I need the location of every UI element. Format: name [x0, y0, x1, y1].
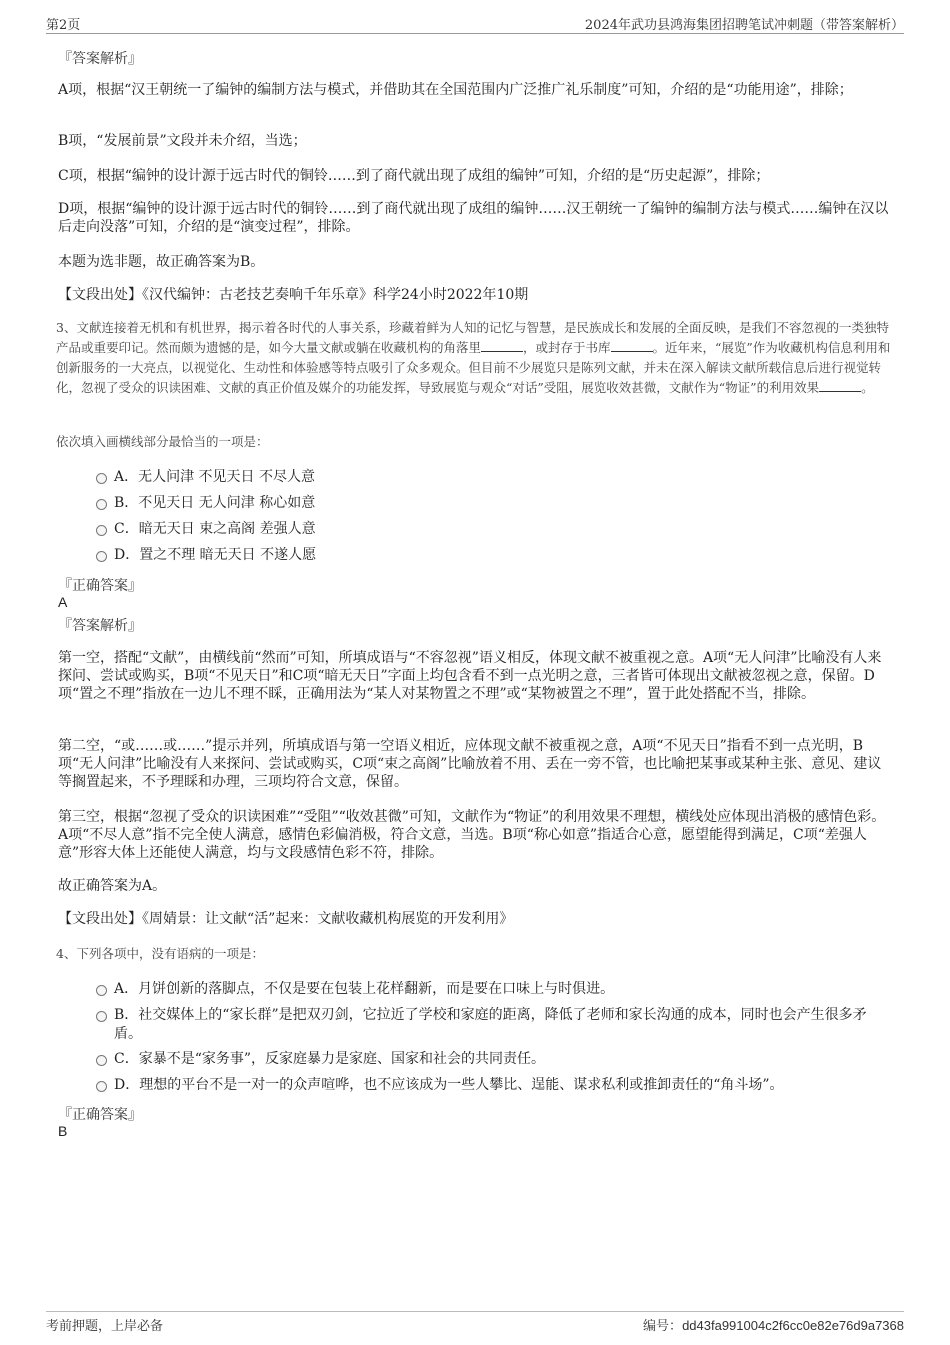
document-title: 2024年武功县鸿海集团招聘笔试冲刺题（带答案解析）	[584, 18, 904, 33]
q4-option-d[interactable]: D．理想的平台不是一对一的众声喧哗，也不应该成为一些人攀比、逞能、谋求私利或推卸责任的“角斗场”。	[96, 1076, 891, 1095]
correct-answer: B	[58, 1123, 68, 1139]
q4-option-b[interactable]: B．社交媒体上的“家长群”是把双刃剑，它拉近了学校和家庭的距离，降低了老师和家长沟通的成本，同时也会产生很多矛盾。	[96, 1006, 891, 1044]
conclusion: 本题为选非题，故正确答案为B。	[58, 254, 265, 270]
page-footer	[46, 1311, 904, 1333]
page-header	[46, 12, 904, 34]
radio-icon[interactable]	[96, 499, 107, 510]
fill-blank-2	[611, 340, 653, 352]
radio-icon[interactable]	[96, 1081, 107, 1092]
analysis-blank-2: 第二空，“或……或……”提示并列，所填成语与第一空语义相近，应体现文献不被重视之意，A项“不见天日”指看不到一点光明，B项“无人问津”比喻没有人来探问、尝试或购买，C项“束之高阁”比喻放着不用、丢在一旁不管，也比喻把某事或某种主张、意见、建议等搁置起来，不予理睬和办理，三项均符合文意，保留。	[58, 738, 882, 790]
analysis-paragraph-c: C项，根据“编钟的设计源于远古时代的铜铃……到了商代就出现了成组的编钟”可知，介绍的是“历史起源”，排除；	[58, 168, 770, 184]
correct-answer: A	[58, 594, 68, 610]
radio-icon[interactable]	[96, 525, 107, 536]
analysis-heading: 『答案解析』	[58, 51, 142, 67]
analysis-heading: 『答案解析』	[58, 618, 142, 634]
document-code: 编号：dd43fa991004c2f6cc0e82e76d9a7368	[643, 1318, 904, 1334]
correct-answer-heading: 『正确答案』	[58, 1107, 142, 1123]
radio-icon[interactable]	[96, 473, 107, 484]
q3-option-b[interactable]: B．不见天日 无人问津 称心如意	[96, 494, 891, 513]
q3-option-a[interactable]: A．无人问津 不见天日 不尽人意	[96, 468, 891, 487]
analysis-paragraph-d: D项，根据“编钟的设计源于远古时代的铜铃……到了商代就出现了成组的编钟……汉王朝统一了编钟的编制方法与模式……编钟在汉以后走向没落”可知，介绍的是“演变过程”，排除。	[58, 201, 889, 235]
footer-slogan: 考前押题，上岸必备	[46, 1319, 164, 1334]
q4-option-a[interactable]: A．月饼创新的落脚点，不仅是要在包装上花样翻新，而是要在口味上与时俱进。	[96, 980, 891, 999]
analysis-blank-3: 第三空，根据“忽视了受众的识读困难”“受阻”“收效甚微”可知，文献作为“物证”的利用效果不理想，横线处应体现出消极的感情色彩。A项“不尽人意”指不完全使人满意，感情色彩偏消极，符合文意，当选。B项“称心如意”指适合心意，愿望能得到满足，C项“差强人意”形容大体上还能使人满意，均与文段感情色彩不符，排除。	[58, 809, 886, 861]
radio-icon[interactable]	[96, 1055, 107, 1066]
radio-icon[interactable]	[96, 551, 107, 562]
question-4-stem: 4、下列各项中，没有语病的一项是：	[56, 946, 264, 961]
question-3-stem: 3、文献连接着无机和有机世界，揭示着各时代的人事关系，珍藏着鲜为人知的记忆与智慧，是民族成长和发展的全面反映，是我们不容忽视的一类独特产品或重要印记。然而颇为遗憾的是，如今大量文献或躺在收藏机构的角落里 ，或封存于书库 。近年来，“展览”作为收藏机构信息利用和创新服务的一大亮点，以视觉化、生动性和体验感等特点吸引了众多观众。但目前不少展览只是陈列文献，并未在深入解读文献所载信息后进行视觉转化，忽视了受众的识读困难、文献的真正价值及媒介的功能发挥，导致展览与观众“对话”受阻，展览收效甚微，文献作为“物证”的利用效果 。	[56, 320, 891, 395]
radio-icon[interactable]	[96, 985, 107, 996]
radio-icon[interactable]	[96, 1011, 107, 1022]
question-3-prompt: 依次填入画横线部分最恰当的一项是：	[56, 434, 269, 449]
q3-option-c[interactable]: C．暗无天日 束之高阁 差强人意	[96, 520, 891, 539]
correct-answer-heading: 『正确答案』	[58, 578, 142, 594]
analysis-blank-1: 第一空，搭配“文献”，由横线前“然而”可知，所填成语与“不容忽视”语义相反，体现文献不被重视之意。A项“无人问津”比喻没有人来探问、尝试或购买，B项“不见天日”和C项“暗无天日”字面上均包含看不到一点光明之意，三者皆可体现出文献被忽视之意，保留。D项“置之不理”指放在一边儿不理不睬，正确用法为“某人对某物置之不理”或“某物被置之不理”，置于此处搭配不当，排除。	[58, 650, 882, 702]
q3-option-d[interactable]: D．置之不理 暗无天日 不遂人愿	[96, 546, 891, 565]
source-citation: 【文段出处】《汉代编钟：古老技艺奏响千年乐章》科学24小时2022年10期	[58, 287, 529, 303]
fill-blank-1	[481, 340, 523, 352]
source-citation: 【文段出处】《周婧景：让文献“活”起来：文献收藏机构展览的开发利用》	[58, 911, 514, 927]
analysis-paragraph-a: A项，根据“汉王朝统一了编钟的编制方法与模式，并借助其在全国范围内广泛推广礼乐制度”可知，介绍的是“功能用途”，排除；	[58, 82, 853, 98]
page-number: 第2页	[46, 18, 81, 33]
q4-option-c[interactable]: C．家暴不是“家务事”，反家庭暴力是家庭、国家和社会的共同责任。	[96, 1050, 891, 1069]
analysis-paragraph-b: B项，“发展前景”文段并未介绍，当选；	[58, 133, 307, 149]
fill-blank-3	[819, 380, 861, 392]
conclusion: 故正确答案为A。	[58, 878, 167, 894]
